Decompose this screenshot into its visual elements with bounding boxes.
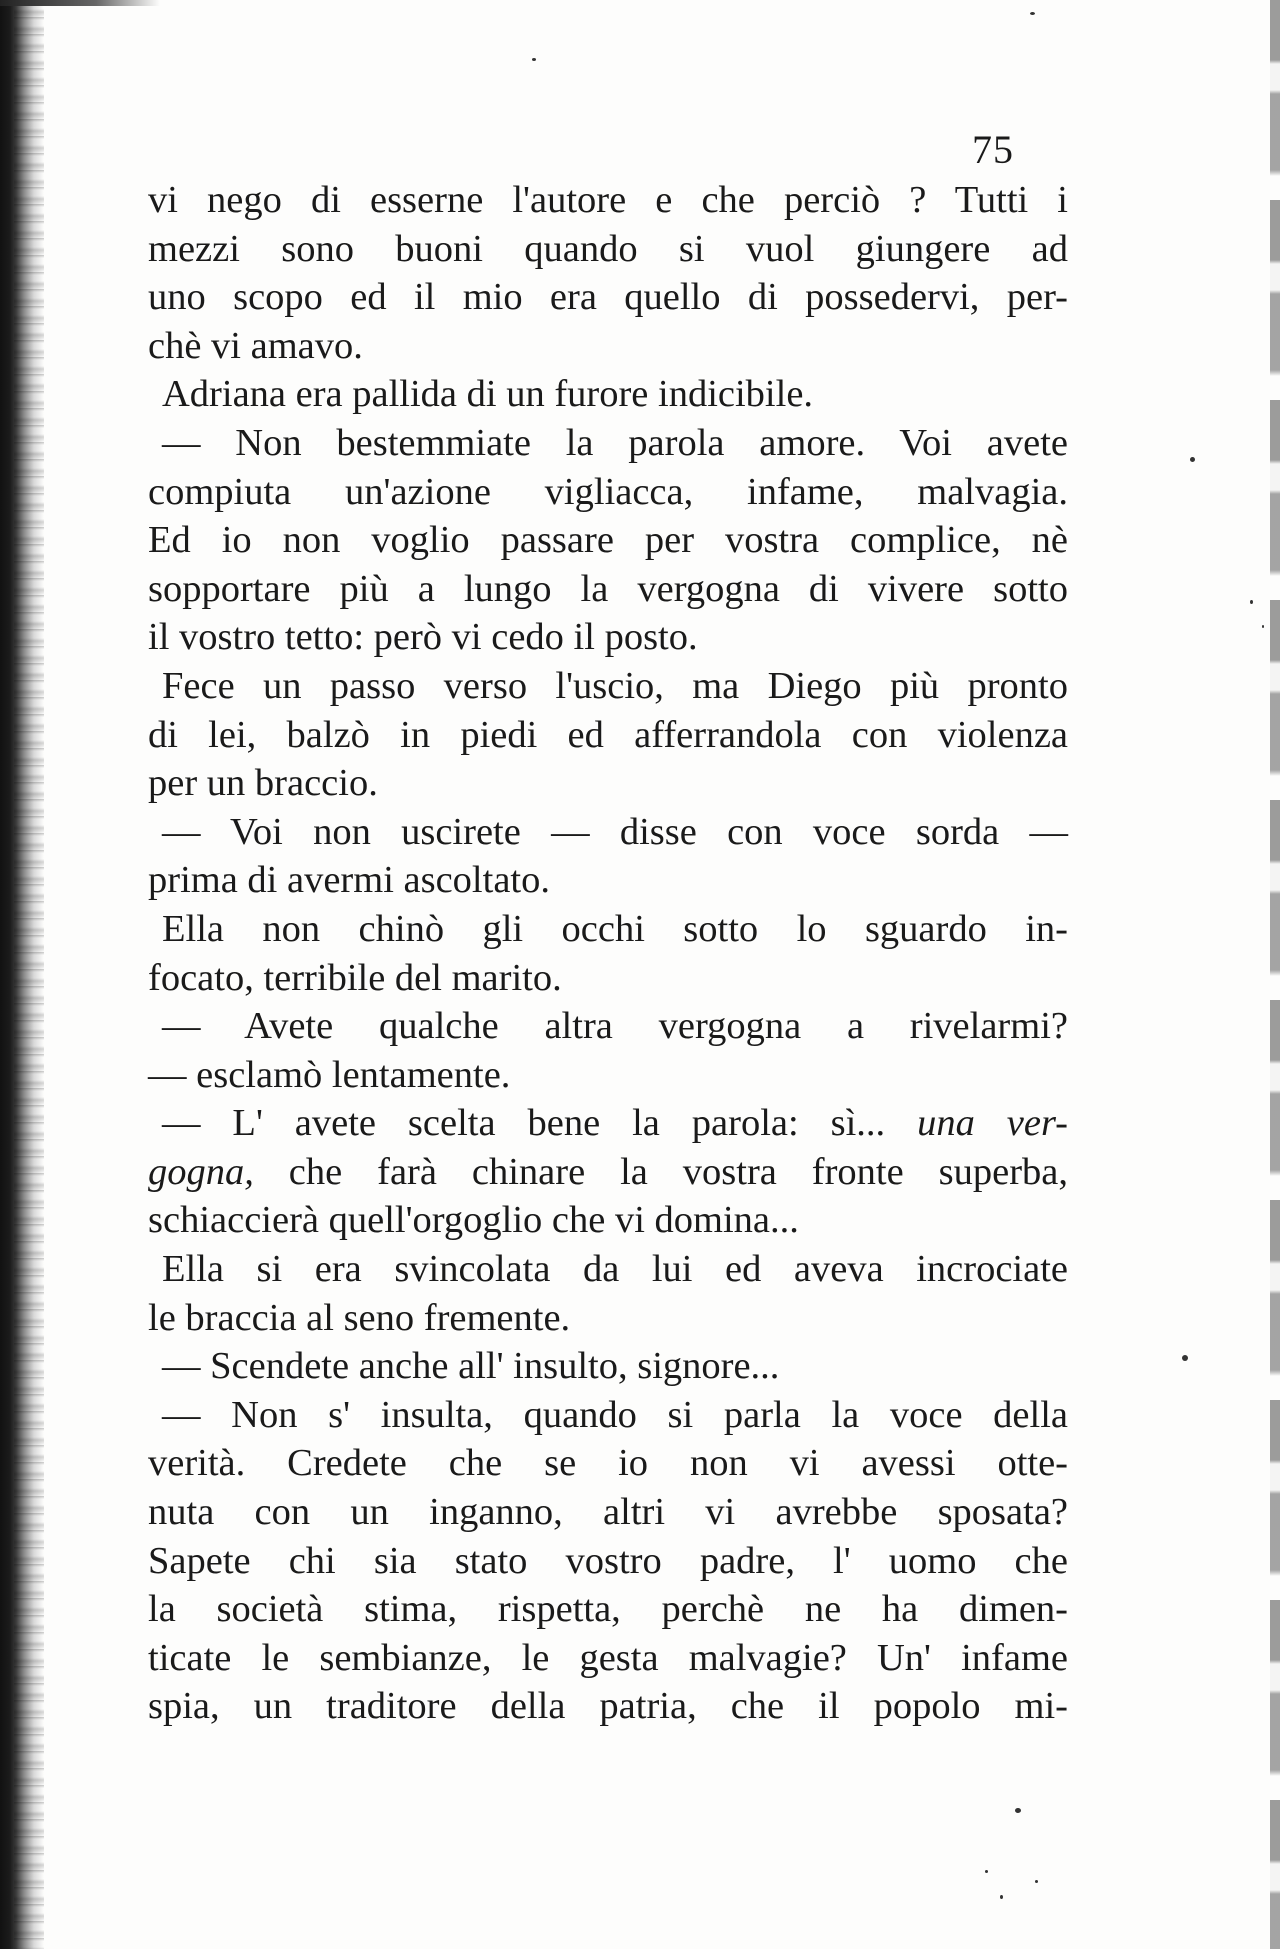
text-line: schiaccierà quell'orgoglio che vi domina... xyxy=(148,1199,799,1242)
text-line: per un braccio. xyxy=(148,762,378,805)
text-line: — Scendete anche all' insulto, signore... xyxy=(162,1345,780,1388)
scan-speck xyxy=(1030,12,1035,15)
text-line: — esclamò lentamente. xyxy=(148,1053,511,1096)
scan-speck xyxy=(1190,457,1195,462)
text-line: mezzi sono buoni quando si vuol giungere ad xyxy=(148,227,1068,270)
text-fragment: — L' avete scelta bene la parola: sì... xyxy=(162,1102,886,1145)
text-line: — Non s' insulta, quando si parla la voce della xyxy=(162,1393,1068,1436)
scan-speck xyxy=(1182,1355,1188,1361)
text-line: il vostro tetto: però vi cedo il posto. xyxy=(148,616,698,659)
italic-fragment: gogna, xyxy=(148,1150,254,1193)
text-line: verità. Credete che se io non vi avessi otte- xyxy=(148,1442,1068,1485)
text-line: Adriana era pallida di un furore indicibile. xyxy=(162,373,814,416)
text-line: Sapete chi sia stato vostro padre, l' uomo che xyxy=(148,1539,1068,1582)
body-text xyxy=(148,176,1068,1731)
text-line: Fece un passo verso l'uscio, ma Diego più pronto xyxy=(162,664,1068,707)
scan-speck xyxy=(1000,1895,1003,1899)
text-line: — Non bestemmiate la parola amore. Voi avete xyxy=(162,421,1068,464)
text-line: — Voi non uscirete — disse con voce sorda — xyxy=(162,810,1068,853)
top-edge-mark xyxy=(0,0,160,6)
text-line: le braccia al seno fremente. xyxy=(148,1296,571,1339)
scan-speck xyxy=(1262,625,1264,628)
scan-speck xyxy=(1250,600,1253,604)
text-line: spia, un traditore della patria, che il popolo mi- xyxy=(148,1685,1068,1728)
binding-texture xyxy=(14,0,44,1949)
text-line-mixed xyxy=(148,1099,1068,1148)
text-line-mixed xyxy=(148,1148,1068,1197)
text-line: prima di avermi ascoltato. xyxy=(148,859,550,902)
text-line: uno scopo ed il mio era quello di possedervi, per- xyxy=(148,276,1068,319)
text-line: la società stima, rispetta, perchè ne ha dimen- xyxy=(148,1588,1068,1631)
text-line: — Avete qualche altra vergogna a rivelarmi? xyxy=(162,1005,1068,1048)
text-line: Ella non chinò gli occhi sotto lo sguardo in- xyxy=(162,907,1068,950)
text-line: vi nego di esserne l'autore e che perciò ? Tutti i xyxy=(148,179,1068,221)
scan-speck xyxy=(985,1870,988,1873)
italic-fragment: una ver- xyxy=(917,1102,1069,1145)
text-line: compiuta un'azione vigliacca, infame, malvagia. xyxy=(148,470,1068,513)
text-line: Ella si era svincolata da lui ed aveva incrociate xyxy=(162,1248,1068,1291)
right-edge-mark xyxy=(1270,0,1280,1949)
text-line: chè vi amavo. xyxy=(148,324,363,367)
scan-speck xyxy=(1015,1808,1021,1813)
text-fragment: che farà chinare la vostra fronte superba, xyxy=(288,1150,1068,1193)
scan-speck xyxy=(532,58,536,61)
text-line: focato, terribile del marito. xyxy=(148,956,562,999)
text-line: Ed io non voglio passare per vostra complice, nè xyxy=(148,519,1068,562)
text-line: ticate le sembianze, le gesta malvagie? Un' infame xyxy=(148,1636,1068,1679)
page-number: 75 xyxy=(972,127,1014,172)
text-line: di lei, balzò in piedi ed afferrandola con violenza xyxy=(148,713,1068,756)
text-line: sopportare più a lungo la vergogna di vivere sotto xyxy=(148,567,1068,610)
scan-speck xyxy=(1035,1880,1038,1883)
text-line: nuta con un inganno, altri vi avrebbe sposata? xyxy=(148,1491,1068,1534)
